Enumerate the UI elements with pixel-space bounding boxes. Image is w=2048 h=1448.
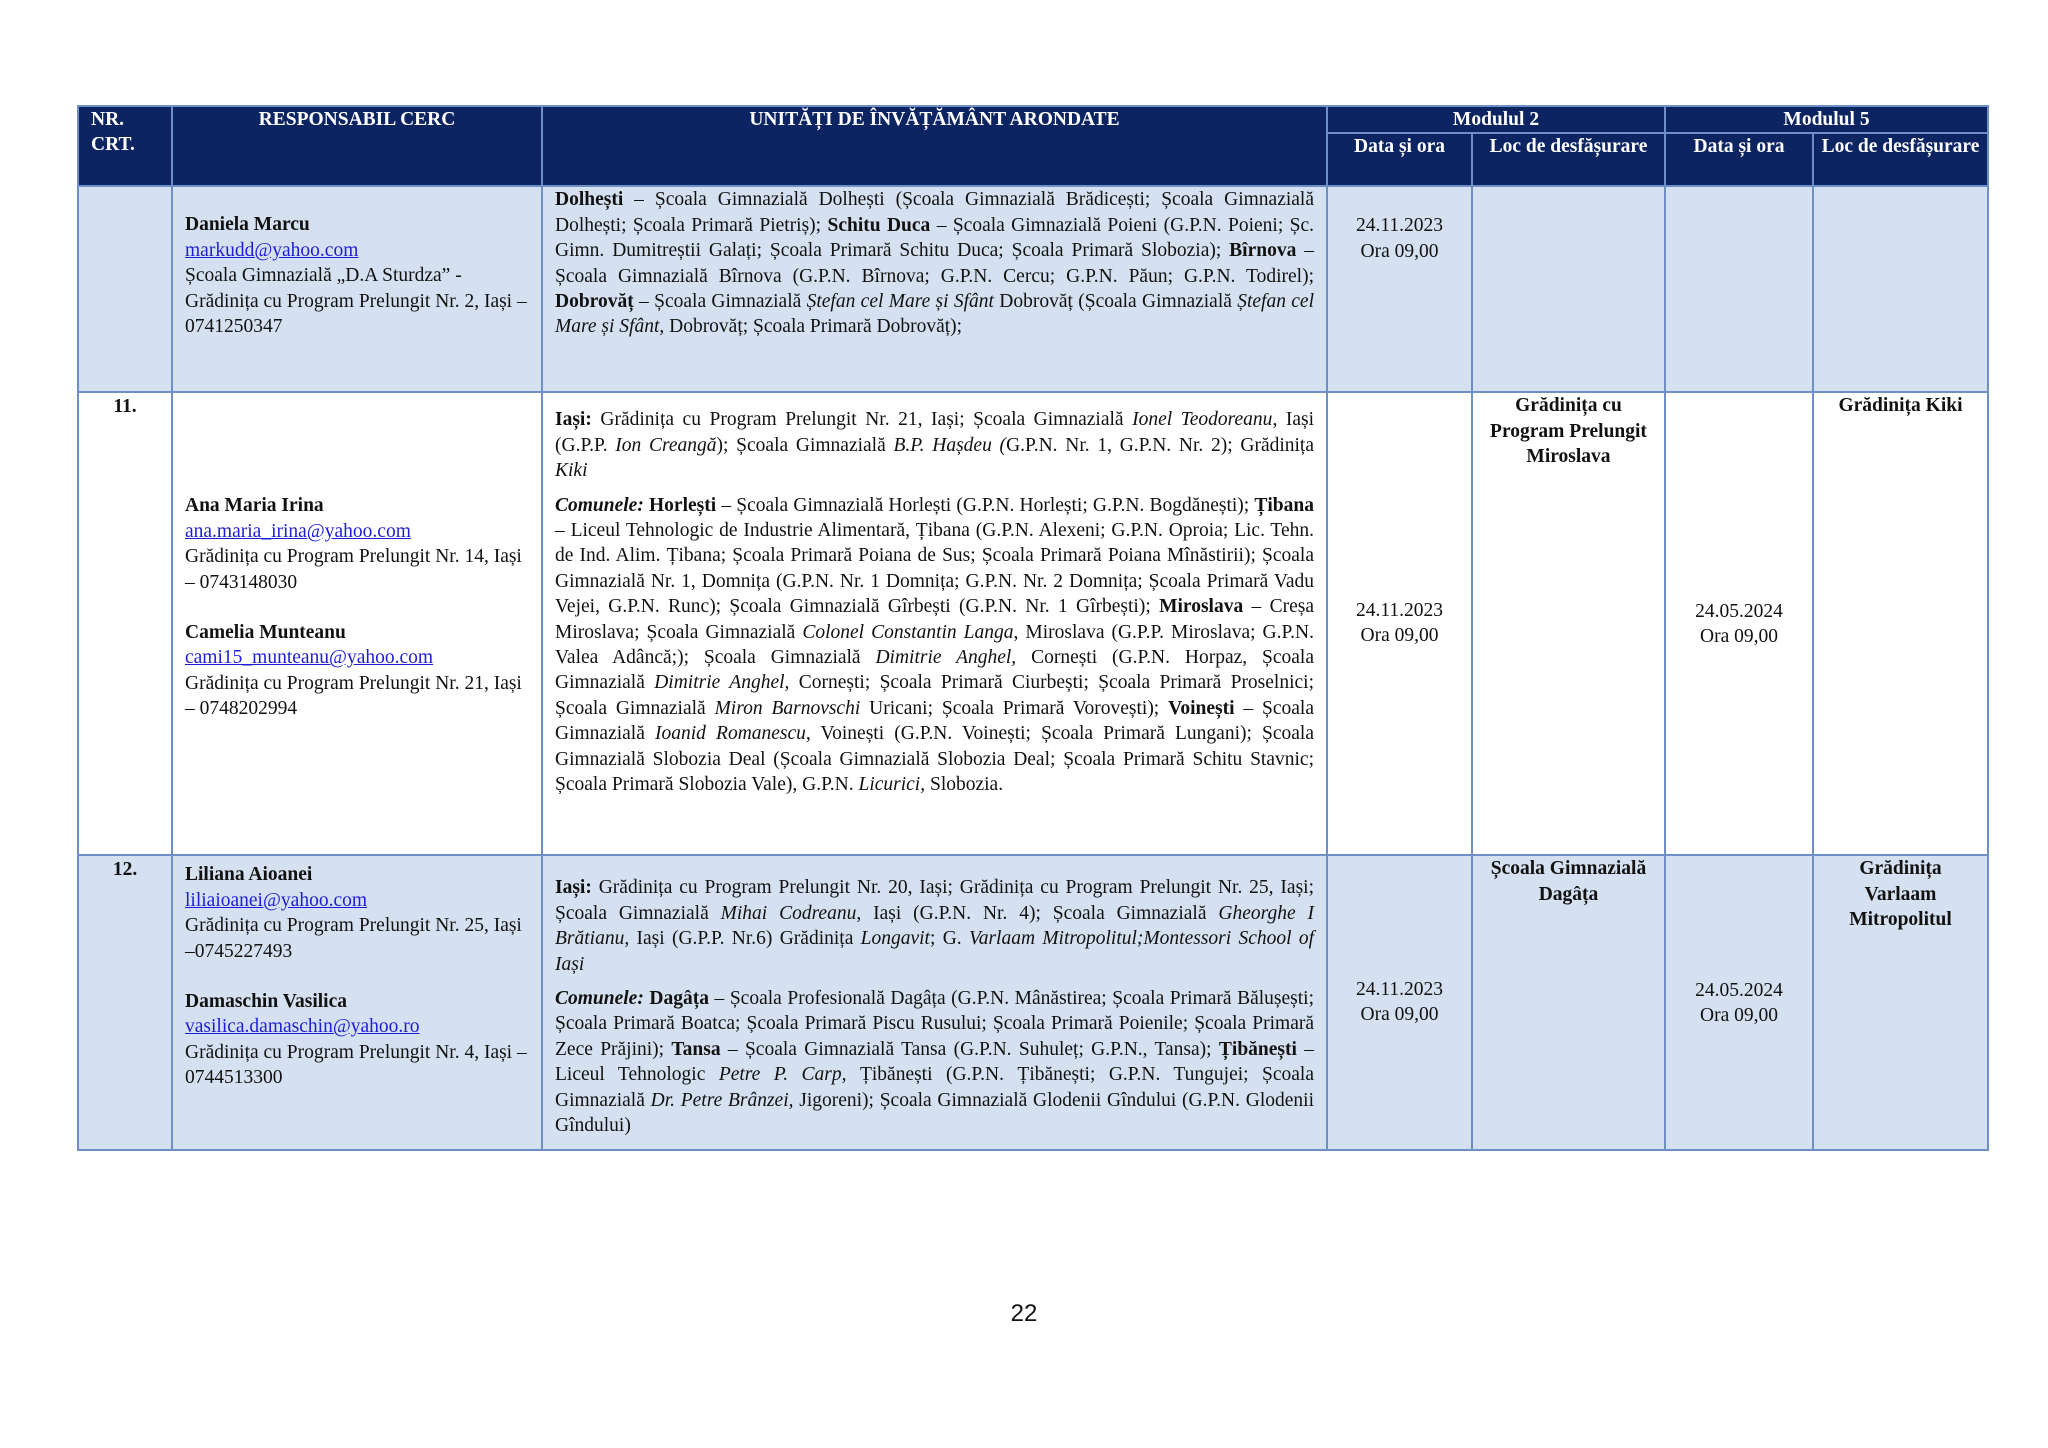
unitati-paragraph: Iași: Grădinița cu Program Prelungit Nr. 21, Iași; Școala Gimnazială Ionel Teodoreanu, Iași (G.P.P. Ion Creangă); Școala Gimnazială B.P. Hașdeu (G.P.N. Nr. 1, G.P.N. Nr. 2); Grădinița Kiki <box>555 409 1315 482</box>
unitati-paragraph: Dolhești – Școala Gimnazială Dolhești (Școala Gimnazială Brădicești; Școala Gimnazială Dolhești; Școala Primară Pietriș); Schitu Duca – Școala Gimnazială Poieni (G.P.N. Poieni; Șc. Gimn. Dumitreștii Galați; Școala Primară Schitu Duca; Școala Primară Slobozia); Bîrnova – Școala Gimnazială Bîrnova (G.P.N. Bîrnova; G.P.N. Cercu; G.P.N. Păun; G.P.N. Todirel); Dobrovăț – Școala Gimnazială Ștefan cel Mare și Sfânt Dobrovăț (Școala Gimnazială Ștefan cel Mare și Sfânt, Dobrovăț; Școala Primară Dobrovăț); <box>555 189 1315 338</box>
header-unitati: UNITĂȚI DE ÎNVĂȚĂMÂNT ARONDATE <box>542 106 1327 186</box>
table-row <box>78 186 1988 392</box>
table-body <box>78 186 1988 1150</box>
institution-text: Grădinița cu Program Prelungit Nr. 21, Iași <box>185 672 522 694</box>
institution-text: Grădinița cu Program Prelungit Nr. 14, Iași <box>185 546 522 568</box>
unitati-cell <box>542 392 1327 855</box>
table-header <box>78 106 1988 186</box>
responsabil-cell <box>172 186 542 392</box>
email-link[interactable]: ana.maria_irina@yahoo.com <box>185 520 411 542</box>
header-responsabil: RESPONSABIL CERC <box>172 106 542 186</box>
responsabil-name: Damaschin Vasilica <box>185 991 347 1013</box>
unitati-paragraph: Comunele: Dagâța – Școala Profesională Dagâța (G.P.N. Mânăstirea; Școala Primară Bălușești; Școala Primară Boatca; Școala Primară Piscu Rusului; Școala Primară Poienile; Școala Primară Zece Prăjini); Tansa – Școala Gimnazială Tansa (G.P.N. Suhuleț; G.P.N., Tansa); Țibănești – Liceul Tehnologic Petre P. Carp, Țibănești (G.P.N. Țibănești; G.P.N. Tungujei; Școala Gimnazială Dr. Petre Brânzei, Jigoreni); Școala Gimnazială Glodenii Gîndului (G.P.N. Glodenii Gîndului) <box>555 988 1315 1137</box>
modul2-date: 24.11.2023 <box>1355 979 1444 1000</box>
modul5-date-cell <box>1665 186 1813 392</box>
institution-text: Grădinița cu Program Prelungit Nr. 4, Iași <box>185 1041 513 1063</box>
modul2-date: 24.11.2023 <box>1355 600 1444 621</box>
header-m5-data-ora: Data și ora <box>1665 133 1813 186</box>
modul5-location <box>1813 186 1988 392</box>
modul2-location <box>1472 186 1665 392</box>
email-link[interactable]: vasilica.damaschin@yahoo.ro <box>185 1016 420 1038</box>
table-row <box>78 392 1988 855</box>
responsabil-institution <box>185 913 531 964</box>
row-number: 12. <box>78 855 172 1150</box>
phone-number: – 0741250347 <box>185 290 527 338</box>
table-row <box>78 855 1988 1150</box>
unitati-paragraph: Comunele: Horlești – Școala Gimnazială Horlești (G.P.N. Horlești; G.P.N. Bogdănești); Țibana – Liceul Tehnologic de Industrie Alimentară, Țibana (G.P.N. Alexeni; G.P.N. Oproia; Lic. Tehn. de Ind. Alim. Țibana; Școala Primară Poiana de Sus; Școala Primară Poiana Mînăstirii); Școala Gimnazială Nr. 1, Domnița (G.P.N. Nr. 1 Domnița; G.P.N. Nr. 2 Domnița; Școala Primară Vadu Vejei, G.P.N. Runc); Școala Gimnazială Gîrbești (G.P.N. Nr. 1 Gîrbești); Miroslava – Creșa Miroslava; Școala Gimnazială Colonel Constantin Langa, Miroslava (G.P.P. Miroslava; G.P.N. Valea Adâncă;); Școala Gimnazială Dimitrie Anghel, Cornești (G.P.N. Horpaz, Școala Gimnazială Dimitrie Anghel, Cornești; Școala Primară Ciurbești; Școala Primară Proselnici; Școala Gimnazială Miron Barnovschi Uricani; Școala Primară Vorovești); Voinești – Școala Gimnazială Ioanid Romanescu, Voinești (G.P.N. Voinești; Școala Primară Lungani); Școala Gimnazială Slobozia Deal (Școala Gimnazială Slobozia Deal; Școala Primară Schitu Stavnic; Școala Primară Slobozia Vale), G.P.N. Licurici, Slobozia. <box>555 494 1315 796</box>
responsabil-block <box>185 620 531 722</box>
institution-text: Școala Gimnazială „D.A Sturdza” - Grădinița cu Program Prelungit Nr. 2, Iași <box>185 265 513 312</box>
modul5-location: Grădinița Kiki <box>1813 392 1988 855</box>
modul5-location: Grădinița Varlaam Mitropolitul <box>1813 855 1988 1150</box>
header-m2-data-ora: Data și ora <box>1327 133 1472 186</box>
responsabil-institution <box>185 263 531 339</box>
responsabil-name: Ana Maria Irina <box>185 495 324 517</box>
modul2-date-cell <box>1327 186 1472 392</box>
email-link[interactable]: liliaioanei@yahoo.com <box>185 889 368 911</box>
modul2-date: 24.11.2023 <box>1355 215 1444 237</box>
modul2-date-cell <box>1327 855 1472 1150</box>
responsabil-block <box>185 493 531 595</box>
modul2-time: Ora 09,00 <box>1360 625 1439 647</box>
responsabil-block <box>185 989 531 1091</box>
responsabil-name: Liliana Aioanei <box>185 864 313 886</box>
modul2-location: Grădinița cu Program Prelungit Miroslava <box>1472 392 1665 855</box>
responsabil-name: Camelia Munteanu <box>185 622 346 644</box>
phone-number: –0745227493 <box>185 940 293 962</box>
header-modul-2: Modulul 2 <box>1327 106 1665 133</box>
phone-number: – 0743148030 <box>185 571 298 593</box>
modul2-time: Ora 09,00 <box>1360 1004 1439 1026</box>
email-link[interactable]: markudd@yahoo.com <box>185 239 359 261</box>
responsabil-institution <box>185 671 531 722</box>
responsabil-institution <box>185 544 531 595</box>
responsabil-cell <box>172 855 542 1150</box>
responsabil-cell <box>172 392 542 855</box>
responsabil-institution <box>185 1040 531 1091</box>
institution-text: Grădinița cu Program Prelungit Nr. 25, Iași <box>185 915 522 937</box>
modul5-date-cell <box>1665 855 1813 1150</box>
phone-number: – 0744513300 <box>185 1041 527 1089</box>
row-number <box>78 186 172 392</box>
modul5-time: Ora 09,00 <box>1700 625 1778 647</box>
unitati-cell <box>542 855 1327 1150</box>
header-nr-crt: NR. CRT. <box>78 106 172 186</box>
modul5-date: 24.05.2024 <box>1695 979 1783 1001</box>
modul2-time: Ora 09,00 <box>1360 240 1439 262</box>
modul2-location: Școala Gimnazială Dagâța <box>1472 855 1665 1150</box>
unitati-cell <box>542 186 1327 392</box>
row-number: 11. <box>78 392 172 855</box>
responsabil-name: Daniela Marcu <box>185 214 310 236</box>
email-link[interactable]: cami15_munteanu@yahoo.com <box>185 647 434 669</box>
unitati-paragraph: Iași: Grădinița cu Program Prelungit Nr. 20, Iași; Grădinița cu Program Prelungit Nr. 25, Iași; Școala Gimnazială Mihai Codreanu, Iași (G.P.N. Nr. 4); Școala Gimnazială Gheorghe I Brătianu, Iași (G.P.P. Nr.6) Grădinița Longavit; G. Varlaam Mitropolitul;Montessori School of Iași <box>555 877 1314 975</box>
modul5-date-cell <box>1665 392 1813 855</box>
page-number: 22 <box>1010 1300 1038 1327</box>
header-modul-5: Modulul 5 <box>1665 106 1988 133</box>
modul5-date: 24.05.2024 <box>1695 600 1783 622</box>
modul5-time: Ora 09,00 <box>1700 1004 1778 1026</box>
responsabil-block <box>185 212 531 339</box>
header-m5-loc: Loc de desfășurare <box>1813 133 1988 186</box>
modul2-date-cell <box>1327 392 1472 855</box>
header-m2-loc: Loc de desfășurare <box>1472 133 1665 186</box>
circles-table <box>77 105 1989 1151</box>
phone-number: – 0748202994 <box>185 698 298 720</box>
responsabil-block <box>185 862 531 964</box>
